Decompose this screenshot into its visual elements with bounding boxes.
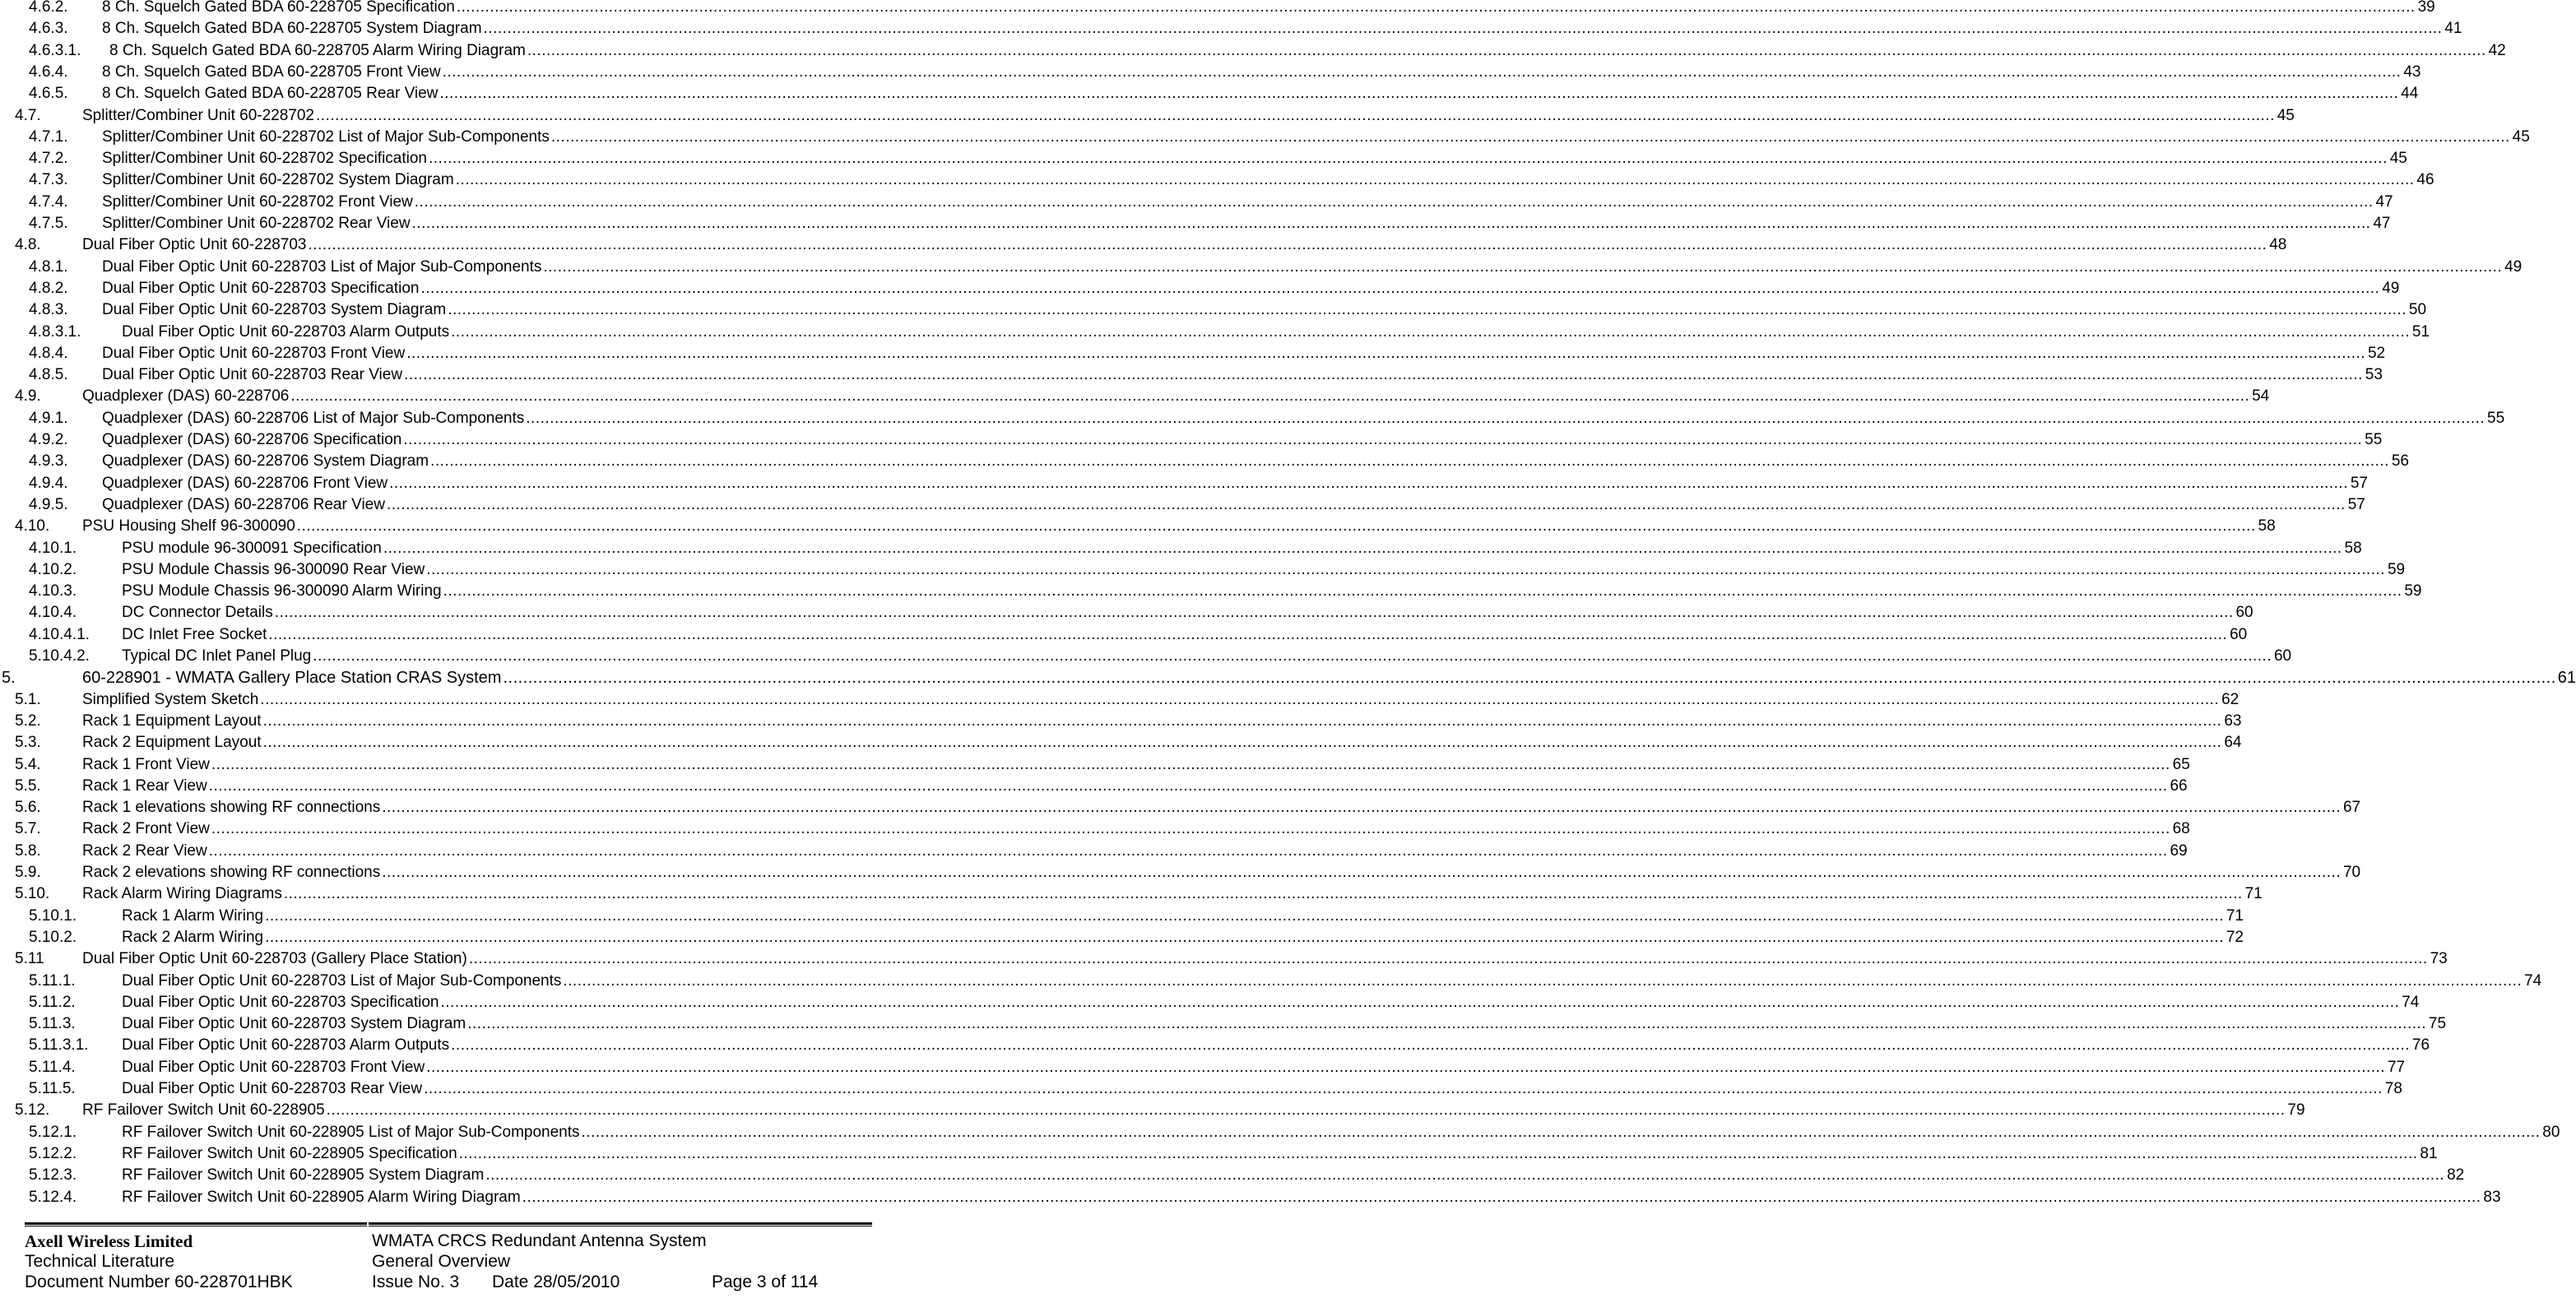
toc-dot-leader [275,604,2234,622]
toc-entry[interactable] [29,60,2421,81]
toc-entry-number: 5.3. [15,734,41,752]
toc-entry-number: 4.9. [15,387,41,406]
toc-entry-page[interactable]: 55 [2365,431,2383,448]
toc-dot-leader [316,107,2275,125]
toc-entry-number: 4.9.3. [29,452,68,471]
toc-entry[interactable] [29,81,2419,103]
toc-entry-page[interactable]: 80 [2542,1123,2560,1141]
toc-entry-title[interactable]: Dual Fiber Optic Unit 60-228703 (Gallery Place Station) [82,950,467,968]
toc-entry-page[interactable]: 56 [2391,452,2409,471]
toc-dot-leader [308,236,2267,254]
toc-entry-title[interactable]: DC Inlet Free Socket [122,625,267,643]
toc-entry-page[interactable]: 52 [2367,344,2386,362]
toc-entry-title[interactable]: Simplified System Sketch [82,690,259,708]
toc-entry-number: 5.12.1. [29,1123,77,1141]
toc-dot-leader [420,280,2379,298]
toc-entry-number: 5.1. [15,690,41,708]
toc-entry[interactable] [29,1120,2560,1142]
toc-entry-page[interactable]: 61 [2557,669,2576,688]
toc-dot-leader [313,647,2272,665]
toc-entry-page[interactable]: 44 [2401,85,2419,103]
toc-entry[interactable] [29,1012,2447,1033]
toc-dot-leader [503,669,2555,687]
toc-dot-leader [424,1080,2383,1098]
toc-entry-title[interactable]: Rack 1 Alarm Wiring [122,906,264,925]
toc-entry-page[interactable]: 57 [2350,474,2368,492]
toc-entry-number: 4.8.3. [29,301,68,319]
toc-entry-title[interactable]: Splitter/Combiner Unit 60-228702 List of Major Sub-Components [102,127,550,146]
toc-dot-leader [426,1059,2385,1077]
toc-entry-page[interactable]: 71 [2226,906,2244,925]
toc-entry-number: 5.11.5. [29,1080,76,1097]
toc-entry[interactable] [15,384,2270,406]
toc-entry-page[interactable]: 76 [2411,1036,2430,1055]
toc-entry[interactable] [29,0,2435,16]
toc-entry[interactable] [29,428,2383,449]
toc-entry-number: 4.7.1. [29,127,68,146]
toc-entry-title[interactable]: Rack 1 Equipment Layout [82,712,262,730]
toc-entry-title[interactable]: Splitter/Combiner Unit 60-228702 Front View [102,192,413,211]
toc-entry-page[interactable]: 54 [2252,387,2270,406]
toc-entry-number: 4.9.5. [29,495,68,513]
toc-dot-leader [260,691,2219,709]
toc-entry-page[interactable]: 48 [2269,236,2287,254]
toc-dot-leader [440,994,2399,1012]
toc-entry-title[interactable]: Quadplexer (DAS) 60-228706 List of Major Sub-Components [102,409,525,427]
toc-entry-title[interactable]: Dual Fiber Optic Unit 60-228703 [82,236,307,254]
toc-entry-title[interactable]: Dual Fiber Optic Unit 60-228703 Rear View [122,1080,423,1097]
toc-entry-number: 4.10.3. [29,582,77,600]
toc-entry[interactable] [29,211,2391,233]
toc-entry-number: 4.7. [15,106,41,124]
toc-entry-number: 4.10.4.1. [29,625,90,643]
toc-dot-leader [415,193,2374,211]
issue-number: Issue No. 3 [372,1273,460,1291]
toc-entry-page[interactable]: 45 [2512,127,2530,146]
toc-entry-number: 5.4. [15,755,41,773]
toc-entry-page[interactable]: 73 [2430,950,2448,968]
toc-entry-number: 5.10.1. [29,906,77,925]
toc-entry-number: 4.10. [15,517,50,535]
toc-entry-number: 4.7.2. [29,150,68,168]
toc-entry-title[interactable]: RF Failover Switch Unit 60-228905 Alarm Wiring Diagram [122,1188,521,1206]
toc-dot-leader [290,387,2249,406]
toc-entry-page[interactable]: 68 [2172,820,2190,838]
toc-entry-title[interactable]: Dual Fiber Optic Unit 60-228703 Front View [102,344,406,362]
toc-entry-title[interactable]: Quadplexer (DAS) 60-228706 Rear View [102,495,385,513]
toc-entry-title[interactable]: Rack 2 Alarm Wiring [122,928,264,946]
toc-dot-leader [430,452,2389,471]
toc-entry-page[interactable]: 66 [2170,776,2188,795]
toc-entry-title[interactable]: Rack 1 Front View [82,755,210,773]
toc-entry-number: 5.12.4. [29,1188,77,1206]
toc-entry-page[interactable]: 59 [2387,560,2406,578]
toc-dot-leader [457,0,2416,16]
toc-entry[interactable] [15,817,2190,838]
toc-entry-title[interactable]: 8 Ch. Squelch Gated BDA 60-228705 Alarm Wiring Diagram [109,41,526,59]
toc-entry-number: 5.7. [15,820,41,838]
toc-entry-title[interactable]: Splitter/Combiner Unit 60-228702 System Diagram [102,171,454,189]
toc-entry-number: 5.11.2. [29,993,76,1011]
toc-dot-leader [451,323,2410,341]
toc-entry-title[interactable]: Rack 2 Rear View [82,841,207,860]
toc-entry-number: 4.8.2. [29,279,68,297]
toc-entry-number: 5.6. [15,799,41,817]
toc-entry-page[interactable]: 67 [2342,799,2361,817]
toc-entry-title[interactable]: Splitter/Combiner Unit 60-228702 [82,106,314,124]
toc-dot-leader [263,712,2222,730]
toc-entry-page[interactable]: 59 [2404,582,2422,600]
toc-entry[interactable] [29,536,2362,558]
toc-dot-leader [551,128,2510,146]
toc-entry-number: 4.10.2. [29,560,77,578]
toc-entry-number: 4.6.5. [29,85,68,103]
toc-entry[interactable] [15,233,2287,254]
toc-entry-page[interactable]: 51 [2411,322,2430,341]
toc-dot-leader [582,1124,2541,1142]
toc-entry-title[interactable]: PSU module 96-300091 Specification [122,539,382,557]
toc-dot-leader [389,475,2348,493]
toc-entry[interactable] [29,1077,2402,1098]
page-footer [25,1222,872,1298]
toc-entry-title[interactable]: RF Failover Switch Unit 60-228905 List of Major Sub-Components [122,1123,580,1141]
toc-dot-leader [443,582,2402,600]
toc-entry-number: 4.8.4. [29,344,68,362]
toc-entry-number: 4.7.5. [29,215,68,232]
toc-entry[interactable] [15,514,2276,535]
toc-entry-page[interactable]: 79 [2287,1101,2305,1120]
system-name: WMATA CRCS Redundant Antenna System [372,1231,707,1250]
toc-entry[interactable] [29,125,2530,146]
toc-dot-leader [485,1166,2444,1184]
toc-entry-number: 4.8.3.1. [29,322,81,341]
toc-entry[interactable] [29,320,2430,341]
toc-dot-leader [526,410,2485,428]
toc-entry[interactable] [29,471,2368,493]
toc-entry-page[interactable]: 45 [2277,106,2295,124]
toc-entry-title[interactable]: RF Failover Switch Unit 60-228905 Specification [122,1144,457,1162]
toc-entry[interactable] [29,1033,2430,1055]
toc-entry[interactable] [29,16,2462,38]
toc-dot-leader [448,301,2407,319]
toc-entry-page[interactable]: 74 [2524,971,2542,990]
toc-entry[interactable] [29,406,2505,428]
toc-entry[interactable] [29,341,2386,363]
toc-entry-page[interactable]: 55 [2487,409,2505,427]
toc-entry-title[interactable]: Dual Fiber Optic Unit 60-228703 System Diagram [102,301,447,319]
toc-entry-page[interactable]: 72 [2226,928,2244,946]
toc-entry[interactable] [29,558,2406,579]
toc-entry-number: 4.8. [15,236,41,254]
toc-entry-title[interactable]: PSU Module Chassis 96-300090 Alarm Wiring [122,582,442,600]
toc-entry-page[interactable]: 41 [2444,20,2462,38]
toc-dot-leader [406,345,2365,363]
toc-entry-number: 5.11.3. [29,1015,76,1033]
toc-entry-number: 4.6.3.1. [29,41,81,59]
toc-entry-page[interactable]: 58 [2344,539,2362,557]
toc-entry-number: 4.8.5. [29,366,68,384]
toc-dot-leader [426,561,2385,579]
toc-entry-title[interactable]: Quadplexer (DAS) 60-228706 [82,387,290,406]
toc-entry-title[interactable]: DC Connector Details [122,604,273,622]
toc-entry-title[interactable]: Rack 2 Equipment Layout [82,734,262,752]
toc-dot-leader [563,972,2522,990]
toc-entry-title[interactable]: Dual Fiber Optic Unit 60-228703 Specification [122,993,439,1011]
toc-entry-page[interactable]: 62 [2221,690,2239,708]
toc-entry[interactable] [29,925,2244,947]
toc-entry-title[interactable]: Rack 2 elevations showing RF connections [82,864,381,881]
company-name: Axell Wireless Limited [25,1231,193,1251]
toc-dot-leader [404,366,2363,384]
toc-dot-leader [527,42,2486,60]
toc-entry-number: 5.2. [15,712,41,730]
toc-entry-number: 5.11 [15,950,44,968]
toc-entry[interactable] [29,298,2427,319]
toc-entry-title[interactable]: Rack 1 Rear View [82,776,207,795]
toc-entry-page[interactable]: 83 [2483,1188,2501,1206]
footer-rule-gap [367,1222,369,1227]
toc-entry-number: 5.11.4. [29,1058,76,1076]
toc-dot-leader [382,864,2341,882]
toc-dot-leader [412,215,2371,233]
toc-entry-title[interactable]: 8 Ch. Squelch Gated BDA 60-228705 Rear View [102,85,439,103]
toc-entry-page[interactable]: 78 [2384,1080,2402,1097]
toc-entry-title[interactable]: Dual Fiber Optic Unit 60-228703 Alarm Outputs [122,1036,450,1055]
toc-entry-number: 4.8.1. [29,257,68,276]
toc-entry[interactable] [15,709,2242,730]
toc-entry[interactable] [29,579,2422,600]
toc-entry-title[interactable]: Dual Fiber Optic Unit 60-228703 List of Major Sub-Components [102,257,542,276]
toc-entry-title[interactable]: RF Failover Switch Unit 60-228905 System Diagram [122,1166,485,1184]
toc-entry-number: 4.7.3. [29,171,68,189]
toc-entry-page[interactable]: 81 [2420,1144,2438,1162]
toc-entry[interactable] [2,665,2576,688]
toc-dot-leader [387,496,2346,514]
toc-entry[interactable] [15,795,2361,817]
toc-entry-page[interactable]: 75 [2428,1015,2447,1033]
toc-dot-leader [265,907,2224,925]
toc-entry-number: 4.6.3. [29,20,68,38]
toc-dot-leader [383,540,2342,558]
toc-entry-title[interactable]: Quadplexer (DAS) 60-228706 Specification [102,431,402,448]
toc-entry-page[interactable]: 65 [2172,755,2190,773]
toc-entry[interactable] [15,730,2242,752]
toc-entry-title[interactable]: Quadplexer (DAS) 60-228706 Front View [102,474,388,492]
toc-entry[interactable] [29,644,2292,665]
toc-entry-page[interactable]: 60 [2235,604,2253,622]
toc-dot-leader [209,842,2168,860]
toc-entry[interactable] [15,1098,2305,1120]
literature-label: Technical Literature [25,1252,175,1271]
toc-entry-page[interactable]: 42 [2488,41,2506,59]
toc-entry[interactable] [29,276,2400,298]
toc-dot-leader [265,929,2224,947]
toc-dot-leader [209,777,2168,795]
toc-dot-leader [263,734,2222,752]
toc-entry[interactable] [29,1163,2465,1184]
toc-entry-page[interactable]: 50 [2408,301,2427,319]
toc-dot-leader [459,1145,2418,1163]
toc-entry-page[interactable]: 82 [2447,1166,2465,1184]
toc-entry[interactable] [29,168,2434,189]
toc-entry-page[interactable]: 60 [2230,625,2248,643]
page-number: Page 3 of 114 [712,1273,819,1291]
toc-entry-number: 4.9.4. [29,474,68,492]
toc-dot-leader [382,799,2341,817]
toc-entry[interactable] [29,1185,2501,1207]
toc-entry-title[interactable]: Splitter/Combiner Unit 60-228702 Rear View [102,215,411,232]
toc-entry-title[interactable]: Typical DC Inlet Panel Plug [122,647,312,665]
toc-entry-title[interactable]: PSU Module Chassis 96-300090 Rear View [122,560,425,578]
toc-entry-number: 5.10. [15,885,50,903]
toc-entry[interactable] [29,623,2248,644]
toc-entry-title[interactable]: Dual Fiber Optic Unit 60-228703 List of Major Sub-Components [122,971,562,990]
toc-dot-leader [451,1036,2410,1055]
toc-entry[interactable] [29,493,2365,514]
toc-entry[interactable] [29,190,2393,211]
toc-entry-number: 4.10.1. [29,539,77,557]
toc-entry-title[interactable]: 8 Ch. Squelch Gated BDA 60-228705 Front View [102,63,441,81]
toc-entry-title[interactable]: PSU Housing Shelf 96-300090 [82,517,295,535]
toc-entry-page[interactable]: 49 [2504,257,2523,276]
toc-entry-page[interactable]: 57 [2347,495,2365,513]
toc-entry-number: 5.9. [15,864,41,881]
toc-entry[interactable] [29,1055,2406,1077]
toc-entry-title[interactable]: Quadplexer (DAS) 60-228706 System Diagram [102,452,429,471]
toc-entry-page[interactable]: 60 [2273,647,2292,665]
toc-entry-title[interactable]: Dual Fiber Optic Unit 60-228703 Specification [102,279,420,297]
toc-entry-page[interactable]: 53 [2365,366,2383,384]
document-number: Document Number 60-228701HBK [25,1273,293,1291]
toc-entry-title[interactable]: Dual Fiber Optic Unit 60-228703 Alarm Outputs [122,322,450,341]
toc-entry[interactable] [29,363,2383,384]
toc-dot-leader [211,756,2170,774]
toc-entry-number: 5.10.4.2. [29,647,90,665]
toc-entry-number: 4.9.1. [29,409,68,427]
toc-entry-title[interactable]: Dual Fiber Optic Unit 60-228703 Rear View [102,366,403,384]
toc-entry-page[interactable]: 63 [2224,712,2242,730]
toc-entry[interactable] [15,947,2448,968]
toc-entry[interactable] [15,753,2190,774]
toc-entry-page[interactable]: 58 [2258,517,2276,535]
toc-entry-page[interactable]: 39 [2417,0,2435,16]
toc-entry-number: 5.10.2. [29,928,77,946]
toc-entry[interactable] [29,449,2409,471]
toc-entry-page[interactable]: 69 [2170,841,2188,860]
toc-entry-number: 5.12.2. [29,1144,77,1162]
toc-entry[interactable] [29,39,2506,60]
toc-entry-page[interactable]: 70 [2342,864,2361,881]
toc-entry-title[interactable]: 60-228901 - WMATA Gallery Place Station CRAS System [82,669,502,688]
toc-entry-page[interactable]: 49 [2382,279,2400,297]
toc-entry-title[interactable]: Splitter/Combiner Unit 60-228702 Specification [102,150,427,168]
toc-entry[interactable] [15,774,2188,795]
toc-entry[interactable] [29,146,2407,168]
toc-entry-number: 5.11.1. [29,971,76,990]
toc-entry-page[interactable]: 43 [2403,63,2421,81]
toc-entry-page[interactable]: 64 [2224,734,2242,752]
footer-rule [25,1222,872,1225]
toc-dot-leader [297,517,2256,535]
toc-dot-leader [522,1189,2481,1207]
toc-dot-leader [484,20,2443,38]
toc-dot-leader [327,1101,2286,1120]
toc-entry-number: 4.10.4. [29,604,77,622]
toc-entry-page[interactable]: 47 [2373,215,2391,232]
toc-entry-page[interactable]: 71 [2244,885,2263,903]
toc-dot-leader [439,85,2398,103]
toc-entry[interactable] [29,904,2244,925]
toc-entry[interactable] [15,688,2239,709]
toc-dot-leader [443,63,2402,81]
toc-entry-number: 4.9.2. [29,431,68,448]
toc-entry-page[interactable]: 74 [2402,993,2420,1011]
toc-dot-leader [211,820,2170,838]
toc-entry[interactable] [29,990,2420,1012]
toc-entry-number: 5.12.3. [29,1166,77,1184]
toc-entry-number: 5. [2,669,16,688]
toc-entry[interactable] [15,104,2295,125]
toc-entry-title[interactable]: 8 Ch. Squelch Gated BDA 60-228705 Specification [102,0,455,16]
toc-entry-page[interactable]: 47 [2375,192,2393,211]
toc-entry[interactable] [29,255,2523,276]
toc-entry-number: 5.12. [15,1101,50,1120]
toc-entry[interactable] [29,1142,2438,1163]
toc-entry-title[interactable]: Rack 2 Front View [82,820,210,838]
toc-dot-leader [469,950,2428,968]
toc-entry[interactable] [15,839,2188,860]
toc-entry[interactable] [29,600,2253,622]
toc-entry[interactable] [15,860,2361,882]
toc-entry-page[interactable]: 46 [2416,171,2434,189]
toc-entry-title[interactable]: Rack 1 elevations showing RF connections [82,799,381,817]
toc-dot-leader [543,258,2502,276]
toc-dot-leader [456,171,2415,189]
toc-entry-title[interactable]: RF Failover Switch Unit 60-228905 [82,1101,325,1120]
toc-entry-title[interactable]: Rack Alarm Wiring Diagrams [82,885,282,903]
overview-label: General Overview [372,1252,511,1271]
toc-entry-number: 4.6.4. [29,63,68,81]
toc-dot-leader [284,885,2243,903]
toc-dot-leader [403,431,2362,449]
issue-date: Date 28/05/2010 [492,1273,620,1291]
toc-entry-title[interactable]: Dual Fiber Optic Unit 60-228703 System Diagram [122,1015,466,1033]
toc-entry[interactable] [15,882,2263,903]
toc-entry-number: 5.5. [15,776,41,795]
toc-entry-title[interactable]: 8 Ch. Squelch Gated BDA 60-228705 System Diagram [102,20,482,38]
toc-entry-title[interactable]: Dual Fiber Optic Unit 60-228703 Front View [122,1058,425,1076]
toc-entry-page[interactable]: 45 [2389,150,2407,168]
toc-dot-leader [268,626,2227,644]
toc-entry-number: 4.7.4. [29,192,68,211]
toc-entry[interactable] [29,969,2542,990]
toc-entry-page[interactable]: 77 [2387,1058,2406,1076]
toc-dot-leader [467,1015,2426,1033]
toc-entry-number: 4.6.2. [29,0,68,16]
toc-entry-number: 5.11.3.1. [29,1036,89,1055]
toc-entry-number: 5.8. [15,841,41,860]
toc-dot-leader [429,150,2388,168]
